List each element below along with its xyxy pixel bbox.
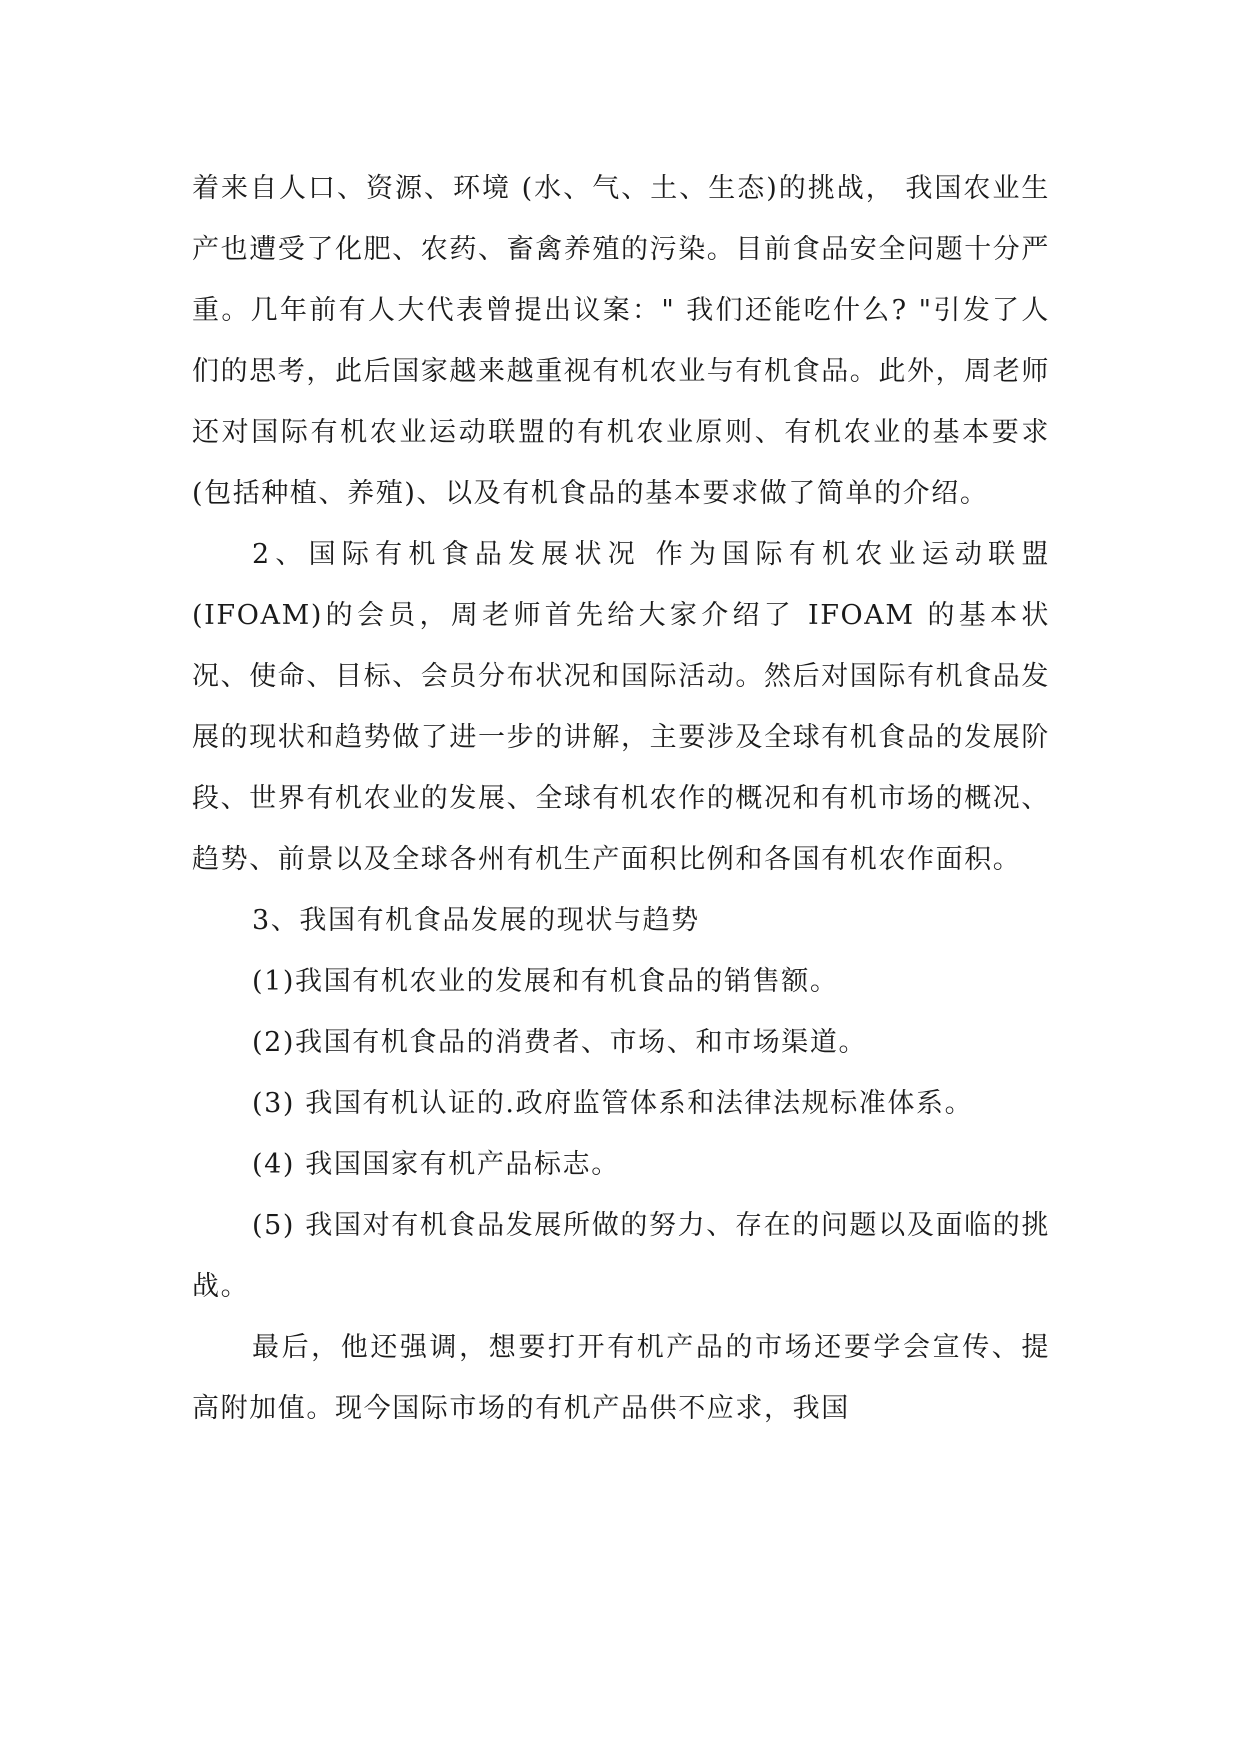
list-item-1: (1)我国有机农业的发展和有机食品的销售额。 [252, 966, 839, 997]
section-heading-3: 3、我国有机食品发展的现状与趋势 [252, 905, 700, 936]
list-item-4: (4) 我国国家有机产品标志。 [252, 1149, 620, 1180]
list-item-5: (5) 我国对有机食品发展所做的努力、存在的问题以及面临的挑战。 [192, 1210, 1050, 1302]
paragraph-section-2: 2、国际有机食品发展状况 作为国际有机农业运动联盟(IFOAM)的会员，周老师首先给大家介绍了 IFOAM 的基本状况、使命、目标、会员分布状况和国际活动。然后对国际有机食品发展的现状和趋势做了进一步的讲解，主要涉及全球有机食品的发展阶段、世界有机农业的发展、全球有机农作的概况和有机市场的概况、趋势、前景以及全球各州有机生产面积比例和各国有机农作面积。 [192, 539, 1050, 875]
list-item-3: (3) 我国有机认证的.政府监管体系和法律法规标准体系。 [252, 1088, 974, 1119]
paragraph-conclusion: 最后，他还强调，想要打开有机产品的市场还要学会宣传、提高附加值。现今国际市场的有机产品供不应求，我国 [192, 1332, 1050, 1424]
document-body [192, 158, 1050, 1439]
paragraph-continuation: 着来自人口、资源、环境 (水、气、土、生态)的挑战， 我国农业生产也遭受了化肥、农药、畜禽养殖的污染。目前食品安全问题十分严重。几年前有人大代表曾提出议案：" 我们还能吃什么? "引发了人们的思考，此后国家越来越重视有机农业与有机食品。此外，周老师还对国际有机农业运动联盟的有机农业原则、有机农业的基本要求(包括种植、养殖)、以及有机食品的基本要求做了简单的介绍。 [192, 173, 1050, 509]
list-item-2: (2)我国有机食品的消费者、市场、和市场渠道。 [252, 1027, 868, 1058]
